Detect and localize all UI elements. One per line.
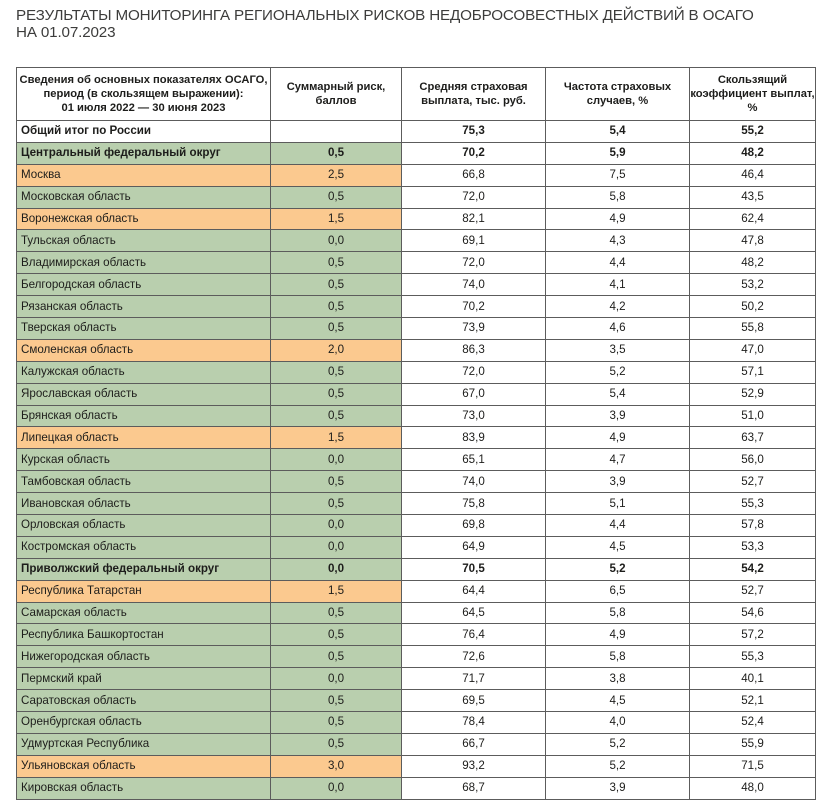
claim-frequency-cell: 4,1 <box>546 274 690 296</box>
average-payout-cell: 70,2 <box>402 296 546 318</box>
report-title <box>16 7 754 41</box>
payout-ratio-cell: 54,6 <box>690 602 816 624</box>
average-payout-cell: 66,7 <box>402 733 546 755</box>
payout-ratio-cell: 52,9 <box>690 383 816 405</box>
region-name-cell: Липецкая область <box>17 427 271 449</box>
region-name-cell: Смоленская область <box>17 339 271 361</box>
risk-score-cell: 0,5 <box>271 602 402 624</box>
claim-frequency-cell: 4,4 <box>546 252 690 274</box>
risk-score-cell: 0,5 <box>271 646 402 668</box>
table-row <box>17 296 816 318</box>
claim-frequency-cell: 4,9 <box>546 624 690 646</box>
table-row <box>17 339 816 361</box>
claim-frequency-cell: 3,9 <box>546 405 690 427</box>
region-name-cell: Орловская область <box>17 515 271 537</box>
average-payout-cell: 68,7 <box>402 777 546 799</box>
risk-score-cell: 2,5 <box>271 164 402 186</box>
table-row <box>17 252 816 274</box>
payout-ratio-cell: 48,2 <box>690 252 816 274</box>
risk-score-cell: 0,5 <box>271 186 402 208</box>
risk-score-cell: 0,5 <box>271 383 402 405</box>
claim-frequency-cell: 5,2 <box>546 733 690 755</box>
claim-frequency-cell: 5,8 <box>546 186 690 208</box>
region-name-cell: Рязанская область <box>17 296 271 318</box>
payout-ratio-cell: 53,3 <box>690 536 816 558</box>
risk-score-cell: 0,5 <box>271 142 402 164</box>
average-payout-cell: 73,0 <box>402 405 546 427</box>
claim-frequency-cell: 5,4 <box>546 121 690 143</box>
region-name-cell: Москва <box>17 164 271 186</box>
claim-frequency-cell: 4,9 <box>546 208 690 230</box>
risk-score-cell: 2,0 <box>271 339 402 361</box>
payout-ratio-cell: 46,4 <box>690 164 816 186</box>
risk-score-cell: 0,5 <box>271 361 402 383</box>
table-row <box>17 186 816 208</box>
average-payout-cell: 71,7 <box>402 668 546 690</box>
region-name-cell: Костромская область <box>17 536 271 558</box>
payout-ratio-cell: 55,9 <box>690 733 816 755</box>
risk-score-cell: 0,5 <box>271 733 402 755</box>
average-payout-cell: 76,4 <box>402 624 546 646</box>
table-row <box>17 121 816 143</box>
risk-score-cell: 0,5 <box>271 252 402 274</box>
claim-frequency-cell: 4,7 <box>546 449 690 471</box>
risk-score-cell: 0,0 <box>271 515 402 537</box>
table-header-row <box>17 68 816 121</box>
payout-ratio-cell: 48,0 <box>690 777 816 799</box>
table-row <box>17 536 816 558</box>
risk-score-cell: 0,5 <box>271 274 402 296</box>
risk-score-cell: 1,5 <box>271 580 402 602</box>
table-row <box>17 646 816 668</box>
table-row <box>17 449 816 471</box>
average-payout-cell: 73,9 <box>402 318 546 340</box>
claim-frequency-cell: 4,9 <box>546 427 690 449</box>
region-name-cell: Саратовская область <box>17 690 271 712</box>
average-payout-cell: 69,5 <box>402 690 546 712</box>
risk-score-cell: 1,5 <box>271 208 402 230</box>
region-name-cell: Ярославская область <box>17 383 271 405</box>
average-payout-cell: 78,4 <box>402 712 546 734</box>
claim-frequency-cell: 4,6 <box>546 318 690 340</box>
table-row <box>17 602 816 624</box>
payout-ratio-cell: 40,1 <box>690 668 816 690</box>
risk-score-cell: 0,0 <box>271 449 402 471</box>
region-name-cell: Приволжский федеральный округ <box>17 558 271 580</box>
report-title-line1: РЕЗУЛЬТАТЫ МОНИТОРИНГА РЕГИОНАЛЬНЫХ РИСКОВ НЕДОБРОСОВЕСТНЫХ ДЕЙСТВИЙ В ОСАГО <box>16 7 754 24</box>
claim-frequency-cell: 3,8 <box>546 668 690 690</box>
risk-score-cell: 0,5 <box>271 712 402 734</box>
table-row <box>17 471 816 493</box>
header-indicators: Сведения об основных показателях ОСАГО, период (в скользящем выражении): 01 июля 2022 — 30 июня 2023 <box>17 68 271 121</box>
payout-ratio-cell: 47,0 <box>690 339 816 361</box>
payout-ratio-cell: 52,1 <box>690 690 816 712</box>
payout-ratio-cell: 55,8 <box>690 318 816 340</box>
table-row <box>17 164 816 186</box>
average-payout-cell: 86,3 <box>402 339 546 361</box>
report-title-line2: НА 01.07.2023 <box>16 24 116 41</box>
payout-ratio-cell: 63,7 <box>690 427 816 449</box>
average-payout-cell: 72,6 <box>402 646 546 668</box>
table-row <box>17 383 816 405</box>
average-payout-cell: 72,0 <box>402 186 546 208</box>
claim-frequency-cell: 5,2 <box>546 755 690 777</box>
table-row <box>17 142 816 164</box>
payout-ratio-cell: 55,2 <box>690 121 816 143</box>
table-row <box>17 405 816 427</box>
payout-ratio-cell: 55,3 <box>690 646 816 668</box>
header-payout-ratio: Скользящий коэффициент выплат, % <box>690 68 816 121</box>
payout-ratio-cell: 50,2 <box>690 296 816 318</box>
table-row <box>17 712 816 734</box>
claim-frequency-cell: 5,9 <box>546 142 690 164</box>
region-name-cell: Курская область <box>17 449 271 471</box>
average-payout-cell: 69,8 <box>402 515 546 537</box>
region-name-cell: Удмуртская Республика <box>17 733 271 755</box>
region-name-cell: Оренбургская область <box>17 712 271 734</box>
average-payout-cell: 72,0 <box>402 252 546 274</box>
average-payout-cell: 67,0 <box>402 383 546 405</box>
payout-ratio-cell: 52,4 <box>690 712 816 734</box>
region-name-cell: Тверская область <box>17 318 271 340</box>
payout-ratio-cell: 57,1 <box>690 361 816 383</box>
claim-frequency-cell: 4,5 <box>546 690 690 712</box>
region-name-cell: Самарская область <box>17 602 271 624</box>
risk-score-cell: 0,0 <box>271 777 402 799</box>
claim-frequency-cell: 5,1 <box>546 493 690 515</box>
table-row <box>17 274 816 296</box>
table-row <box>17 558 816 580</box>
average-payout-cell: 72,0 <box>402 361 546 383</box>
region-name-cell: Республика Татарстан <box>17 580 271 602</box>
table-row <box>17 580 816 602</box>
table-row <box>17 361 816 383</box>
header-claim-frequency: Частота страховых случаев, % <box>546 68 690 121</box>
payout-ratio-cell: 56,0 <box>690 449 816 471</box>
payout-ratio-cell: 71,5 <box>690 755 816 777</box>
claim-frequency-cell: 5,2 <box>546 558 690 580</box>
region-name-cell: Московская область <box>17 186 271 208</box>
risk-score-cell: 3,0 <box>271 755 402 777</box>
claim-frequency-cell: 3,9 <box>546 777 690 799</box>
risk-score-cell: 0,5 <box>271 624 402 646</box>
table-row <box>17 624 816 646</box>
region-name-cell: Ульяновская область <box>17 755 271 777</box>
region-name-cell: Тамбовская область <box>17 471 271 493</box>
average-payout-cell: 74,0 <box>402 471 546 493</box>
claim-frequency-cell: 5,8 <box>546 602 690 624</box>
region-name-cell: Воронежская область <box>17 208 271 230</box>
average-payout-cell: 64,5 <box>402 602 546 624</box>
region-name-cell: Ивановская область <box>17 493 271 515</box>
average-payout-cell: 64,9 <box>402 536 546 558</box>
region-name-cell: Общий итог по России <box>17 121 271 143</box>
header-total-risk: Суммарный риск, баллов <box>271 68 402 121</box>
table-row <box>17 515 816 537</box>
payout-ratio-cell: 54,2 <box>690 558 816 580</box>
claim-frequency-cell: 3,5 <box>546 339 690 361</box>
risk-score-cell: 0,5 <box>271 296 402 318</box>
risk-score-cell: 1,5 <box>271 427 402 449</box>
risk-score-cell: 0,5 <box>271 471 402 493</box>
table-row <box>17 668 816 690</box>
risk-table <box>16 67 816 800</box>
payout-ratio-cell: 48,2 <box>690 142 816 164</box>
risk-score-cell <box>271 121 402 143</box>
payout-ratio-cell: 52,7 <box>690 471 816 493</box>
region-name-cell: Владимирская область <box>17 252 271 274</box>
payout-ratio-cell: 57,2 <box>690 624 816 646</box>
average-payout-cell: 64,4 <box>402 580 546 602</box>
average-payout-cell: 75,3 <box>402 121 546 143</box>
payout-ratio-cell: 51,0 <box>690 405 816 427</box>
risk-score-cell: 0,5 <box>271 318 402 340</box>
claim-frequency-cell: 5,8 <box>546 646 690 668</box>
claim-frequency-cell: 4,2 <box>546 296 690 318</box>
average-payout-cell: 65,1 <box>402 449 546 471</box>
claim-frequency-cell: 5,4 <box>546 383 690 405</box>
payout-ratio-cell: 43,5 <box>690 186 816 208</box>
average-payout-cell: 74,0 <box>402 274 546 296</box>
risk-score-cell: 0,5 <box>271 405 402 427</box>
table-row <box>17 427 816 449</box>
claim-frequency-cell: 3,9 <box>546 471 690 493</box>
claim-frequency-cell: 4,5 <box>546 536 690 558</box>
payout-ratio-cell: 53,2 <box>690 274 816 296</box>
risk-score-cell: 0,5 <box>271 493 402 515</box>
table-row <box>17 318 816 340</box>
table-row <box>17 493 816 515</box>
average-payout-cell: 75,8 <box>402 493 546 515</box>
table-row <box>17 690 816 712</box>
average-payout-cell: 93,2 <box>402 755 546 777</box>
payout-ratio-cell: 57,8 <box>690 515 816 537</box>
region-name-cell: Нижегородская область <box>17 646 271 668</box>
table-body <box>17 121 816 800</box>
table-row <box>17 230 816 252</box>
table-row <box>17 755 816 777</box>
table-row <box>17 777 816 799</box>
region-name-cell: Центральный федеральный округ <box>17 142 271 164</box>
risk-score-cell: 0,0 <box>271 668 402 690</box>
average-payout-cell: 82,1 <box>402 208 546 230</box>
region-name-cell: Брянская область <box>17 405 271 427</box>
risk-score-cell: 0,0 <box>271 536 402 558</box>
claim-frequency-cell: 6,5 <box>546 580 690 602</box>
claim-frequency-cell: 7,5 <box>546 164 690 186</box>
region-name-cell: Тульская область <box>17 230 271 252</box>
claim-frequency-cell: 5,2 <box>546 361 690 383</box>
table-row <box>17 208 816 230</box>
payout-ratio-cell: 47,8 <box>690 230 816 252</box>
risk-score-cell: 0,0 <box>271 558 402 580</box>
average-payout-cell: 70,5 <box>402 558 546 580</box>
risk-score-cell: 0,5 <box>271 690 402 712</box>
risk-score-cell: 0,0 <box>271 230 402 252</box>
payout-ratio-cell: 52,7 <box>690 580 816 602</box>
claim-frequency-cell: 4,4 <box>546 515 690 537</box>
payout-ratio-cell: 55,3 <box>690 493 816 515</box>
payout-ratio-cell: 62,4 <box>690 208 816 230</box>
claim-frequency-cell: 4,3 <box>546 230 690 252</box>
header-average-payout: Средняя страховая выплата, тыс. руб. <box>402 68 546 121</box>
average-payout-cell: 69,1 <box>402 230 546 252</box>
claim-frequency-cell: 4,0 <box>546 712 690 734</box>
region-name-cell: Белгородская область <box>17 274 271 296</box>
average-payout-cell: 66,8 <box>402 164 546 186</box>
region-name-cell: Калужская область <box>17 361 271 383</box>
average-payout-cell: 70,2 <box>402 142 546 164</box>
table-row <box>17 733 816 755</box>
region-name-cell: Республика Башкортостан <box>17 624 271 646</box>
average-payout-cell: 83,9 <box>402 427 546 449</box>
region-name-cell: Кировская область <box>17 777 271 799</box>
region-name-cell: Пермский край <box>17 668 271 690</box>
